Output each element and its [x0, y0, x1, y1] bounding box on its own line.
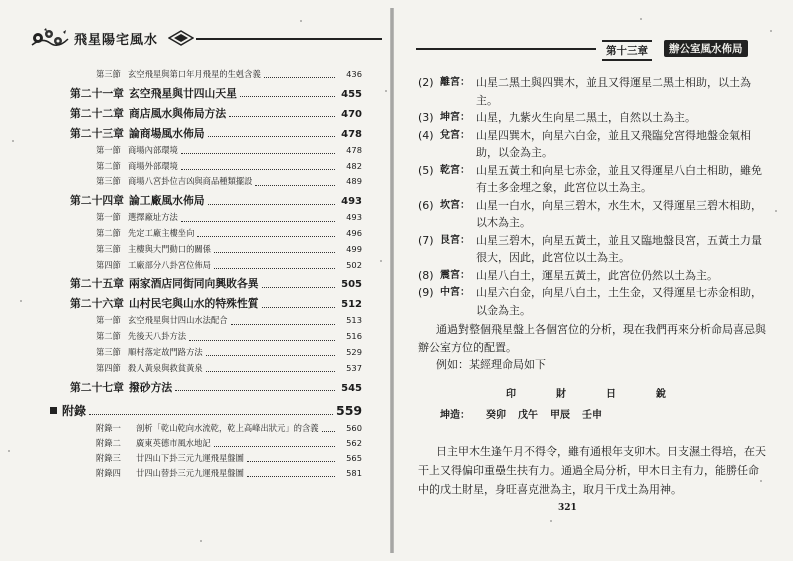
toc-title: 商場內部環境	[128, 144, 178, 155]
palace-name: 震宮：	[440, 269, 470, 281]
toc-section-row	[40, 314, 362, 330]
toc-leader-dots	[322, 431, 335, 432]
toc-appendix-row	[40, 422, 362, 437]
toc-page-number: 545	[341, 382, 362, 394]
toc-chapter-row	[40, 106, 362, 124]
entry-number: (4)	[418, 128, 434, 142]
toc-leader-dots	[181, 169, 335, 170]
toc-title: 順村落定故門路方法	[128, 346, 203, 357]
toc-label: 附錄一	[96, 422, 121, 433]
entry-text: 山星一白水，向星三碧木，水生木，又得運星三碧木相助，以木為主。	[476, 198, 762, 229]
toc-appendix-heading	[40, 402, 362, 422]
palace-entry	[418, 74, 768, 109]
toc-leader-dots	[214, 252, 335, 253]
toc-title: 選擇廠址方法	[128, 212, 178, 223]
toc-leader-dots	[206, 355, 335, 356]
toc-title: 兩家酒店同街同向興敗各異	[128, 277, 259, 291]
entry-text: 山星二黑土與四巽木，並且又得運星二黑土相助，以土為主。	[476, 76, 751, 107]
palace-name: 中宮：	[440, 287, 470, 298]
toc-page-number: 559	[336, 402, 363, 418]
scan-speck	[385, 90, 387, 92]
toc-page-number: 482	[346, 160, 362, 171]
toc-label: 附錄二	[96, 437, 121, 448]
left-running-header	[30, 27, 382, 49]
chapter-number: 第十三章	[602, 40, 652, 61]
entry-number: (3)	[418, 111, 434, 124]
toc-page-number: 436	[346, 69, 362, 79]
palace-entry	[418, 162, 768, 197]
square-bullet-icon	[50, 407, 57, 414]
toc-section-row	[40, 175, 362, 191]
entry-number: (6)	[418, 198, 434, 212]
toc-title: 玄空飛星與第口年月飛星的生剋含義	[128, 69, 261, 79]
toc-section-row	[40, 259, 362, 275]
scan-speck	[200, 540, 202, 542]
toc-leader-dots	[208, 204, 335, 205]
toc-page-number: 489	[346, 176, 362, 187]
entry-text: 山星三碧木，向星五黃土，並且又臨地盤艮宮，五黃土力量很大，因此，此宮位以土為主。	[476, 233, 762, 264]
pillar-label: 財	[556, 388, 566, 400]
pillar-label: 銳	[656, 388, 666, 400]
toc-title: 主樓與大門動口的關係	[128, 243, 211, 254]
toc-label: 第二十六章	[70, 297, 124, 311]
palace-entry	[418, 284, 768, 319]
toc-chapter-row	[40, 296, 362, 314]
toc-leader-dots	[240, 96, 335, 97]
toc-label: 第一節	[96, 144, 121, 155]
toc-page-number: 455	[341, 88, 362, 100]
toc-page-number: 560	[346, 422, 362, 433]
toc-leader-dots	[197, 236, 335, 237]
toc-page-number: 502	[346, 259, 362, 270]
toc-label: 第一節	[96, 212, 121, 223]
scan-speck	[770, 30, 772, 32]
toc-page-number: 581	[346, 468, 362, 479]
scan-speck	[12, 140, 14, 142]
pillar: 癸卯	[486, 409, 506, 421]
toc-leader-dots	[89, 414, 333, 415]
toc-chapter-row	[40, 380, 362, 398]
toc-appendix-row	[40, 437, 362, 452]
toc-title: 先後天八卦方法	[128, 331, 187, 342]
toc-leader-dots	[231, 324, 335, 325]
toc-label: 第三節	[96, 346, 121, 357]
toc-title: 論商場風水佈局	[128, 126, 205, 140]
toc-title: 廿四山下卦三元九運飛星盤圖	[136, 452, 244, 463]
scan-speck	[8, 450, 10, 452]
toc-title: 廿四山替卦三元九運飛星盤圖	[136, 468, 244, 479]
toc-section-row	[40, 160, 362, 176]
toc-title: 商場八宮卦位吉凶與商品種類擺設	[128, 176, 253, 187]
table-of-contents	[40, 68, 362, 482]
toc-title: 先定工廠主樓坐向	[128, 227, 195, 238]
toc-title: 商場外部環境	[128, 160, 178, 171]
toc-label: 第三節	[96, 69, 121, 79]
appendix-title: 附錄	[62, 403, 87, 418]
toc-page-number: 505	[341, 279, 362, 291]
pillar-label-row	[418, 384, 768, 406]
header-rule	[416, 48, 596, 50]
palace-name: 艮宮：	[440, 234, 470, 246]
toc-leader-dots	[262, 287, 335, 288]
toc-section-row	[40, 346, 362, 362]
toc-label: 第四節	[96, 362, 121, 373]
toc-appendix-row	[40, 452, 362, 467]
pillar-row	[418, 406, 768, 426]
toc-label: 第二十三章	[70, 126, 124, 140]
palace-entry	[418, 232, 768, 267]
toc-page-number: 478	[346, 144, 362, 155]
toc-label: 附錄三	[96, 452, 121, 463]
scan-speck	[550, 520, 552, 522]
toc-label: 第二節	[96, 160, 121, 171]
toc-label: 第四節	[96, 259, 121, 270]
pillar: 甲辰	[550, 409, 570, 421]
toc-page-number: 513	[346, 315, 362, 326]
paragraph: 通過對整個飛星盤上各個宮位的分析，現在我們再來分析命局喜忌與辦公室方位的配置。	[418, 323, 766, 354]
toc-page-number: 493	[346, 212, 362, 223]
scan-speck	[20, 300, 22, 302]
toc-appendix-row	[40, 467, 362, 482]
toc-leader-dots	[181, 153, 335, 154]
toc-leader-dots	[247, 476, 335, 477]
pillar: 壬申	[582, 409, 602, 421]
toc-leader-dots	[189, 340, 335, 341]
scan-speck	[640, 18, 642, 20]
palace-entry	[418, 127, 768, 162]
toc-leader-dots	[175, 390, 335, 391]
toc-section-row	[40, 211, 362, 227]
toc-label: 第一節	[96, 315, 121, 326]
toc-page-number: 496	[346, 227, 362, 238]
palace-name: 坎宮：	[440, 199, 470, 211]
right-page	[392, 0, 793, 561]
entry-number: (5)	[418, 163, 434, 177]
toc-page-number: 470	[341, 108, 362, 120]
pillar: 戊午	[518, 409, 538, 421]
entry-text: 山星六白金，向星八白土，土生金，又得運星七赤金相助，以金為主。	[476, 286, 762, 317]
scan-speck	[775, 210, 777, 212]
toc-page-number: 493	[341, 196, 362, 208]
toc-title: 殺人黃泉與救貧黃泉	[128, 362, 203, 373]
scan-speck	[300, 20, 302, 22]
toc-title: 論工廠風水佈局	[128, 194, 205, 208]
chart-label: 坤造：	[440, 409, 470, 421]
diamond-ornament-icon	[168, 30, 194, 46]
toc-title: 玄空飛星與廿四山水法配合	[128, 315, 228, 326]
toc-label: 第二十四章	[70, 194, 124, 208]
toc-chapter-row	[40, 86, 362, 104]
entry-number: (9)	[418, 286, 434, 299]
pillar-label: 印	[506, 388, 516, 400]
toc-label: 第二十七章	[70, 380, 124, 394]
header-rule	[196, 38, 382, 40]
scan-speck	[380, 260, 382, 262]
toc-page-number: 478	[341, 128, 362, 140]
flower-ornament-icon	[30, 27, 70, 49]
entry-number: (7)	[418, 233, 434, 247]
toc-label: 第二節	[96, 227, 121, 238]
toc-leader-dots	[255, 185, 335, 186]
toc-page-number: 529	[346, 346, 362, 357]
toc-leader-dots	[247, 461, 335, 462]
entry-text: 山星五黃土和向星七赤金，並且又得運星八白土相助，雖免有土多金埋之象，此宮位以土為主。	[476, 163, 762, 194]
toc-page-number: 562	[346, 437, 362, 448]
toc-title: 撥砂方法	[128, 380, 173, 394]
book-title: 飛星陽宅風水	[74, 33, 159, 48]
toc-chapter-row	[40, 126, 362, 144]
entry-text: 山星八白土，運星五黃土，此宮位仍然以土為主。	[476, 268, 718, 282]
palace-name: 兌宮：	[440, 129, 470, 141]
palace-entry	[418, 267, 768, 285]
toc-label: 第二十二章	[70, 106, 124, 120]
bazi-chart	[418, 384, 768, 426]
page-number: 321	[558, 503, 577, 513]
toc-label: 第二節	[96, 331, 121, 342]
toc-section-row	[40, 330, 362, 346]
chapter-name: 辦公室風水佈局	[664, 40, 748, 57]
palace-name: 坤宮：	[440, 112, 470, 123]
palace-name: 離宮：	[440, 77, 470, 88]
toc-page-number: 499	[346, 243, 362, 254]
entry-text: 山星，九紫火生向星二黑土，自然以土為主。	[476, 111, 696, 124]
toc-section-row	[40, 144, 362, 160]
toc-label: 第二十一章	[70, 86, 124, 100]
palace-entry	[418, 109, 768, 127]
toc-leader-dots	[206, 371, 335, 372]
toc-section-row	[40, 227, 362, 243]
palace-entry	[418, 197, 768, 232]
toc-chapter-row	[40, 276, 362, 294]
toc-title: 山村民宅與山水的特殊性質	[128, 297, 259, 311]
pillar-label: 日	[606, 388, 616, 400]
toc-leader-dots	[264, 77, 335, 78]
toc-title: 商店風水與佈局方法	[128, 106, 227, 120]
toc-label: 附錄四	[96, 468, 121, 479]
toc-section-row	[40, 68, 362, 84]
entry-number: (2)	[418, 76, 434, 89]
entry-text: 山星四巽木，向星六白金，並且又飛臨兌宮得地盤金氣相助，以金為主。	[476, 128, 751, 159]
toc-section-row	[40, 243, 362, 259]
toc-section-row	[40, 362, 362, 378]
toc-chapter-row	[40, 193, 362, 211]
paragraph: 例如：某經理命局如下	[436, 358, 546, 371]
toc-title: 剖析「乾山乾向水流乾，乾上高峰出狀元」的含義	[136, 422, 319, 433]
toc-page-number: 565	[346, 452, 362, 463]
left-page	[0, 0, 392, 561]
toc-page-number: 512	[341, 299, 362, 311]
analysis-paragraph: 日主甲木生逢午月不得令，雖有通根年支卯木。日支濕土得培，在天干上又得偏印重壘生扶有力。通過全局分析，甲木日主有力，能勝任命中的戊土財星，身旺喜克泄為主，取月干戊土為用神。	[418, 444, 766, 496]
toc-title: 玄空飛星與廿四山天星	[128, 86, 237, 100]
entry-number: (8)	[418, 268, 434, 282]
page-body	[418, 74, 768, 499]
right-running-header	[416, 40, 766, 58]
toc-leader-dots	[208, 136, 335, 137]
toc-leader-dots	[229, 116, 335, 117]
toc-page-number: 537	[346, 362, 362, 373]
toc-leader-dots	[181, 221, 335, 222]
scan-speck	[760, 480, 762, 482]
toc-leader-dots	[214, 268, 335, 269]
palace-analysis-list	[418, 74, 768, 319]
toc-title: 廣東英德市風水地記	[136, 437, 211, 448]
toc-label: 第二十五章	[70, 277, 124, 291]
toc-title: 工廠部分八卦宮位佈局	[128, 259, 211, 270]
toc-label: 第三節	[96, 243, 121, 254]
palace-name: 乾宮：	[440, 164, 470, 176]
toc-leader-dots	[214, 446, 335, 447]
toc-leader-dots	[262, 307, 335, 308]
toc-page-number: 516	[346, 331, 362, 342]
toc-label: 第三節	[96, 176, 121, 187]
